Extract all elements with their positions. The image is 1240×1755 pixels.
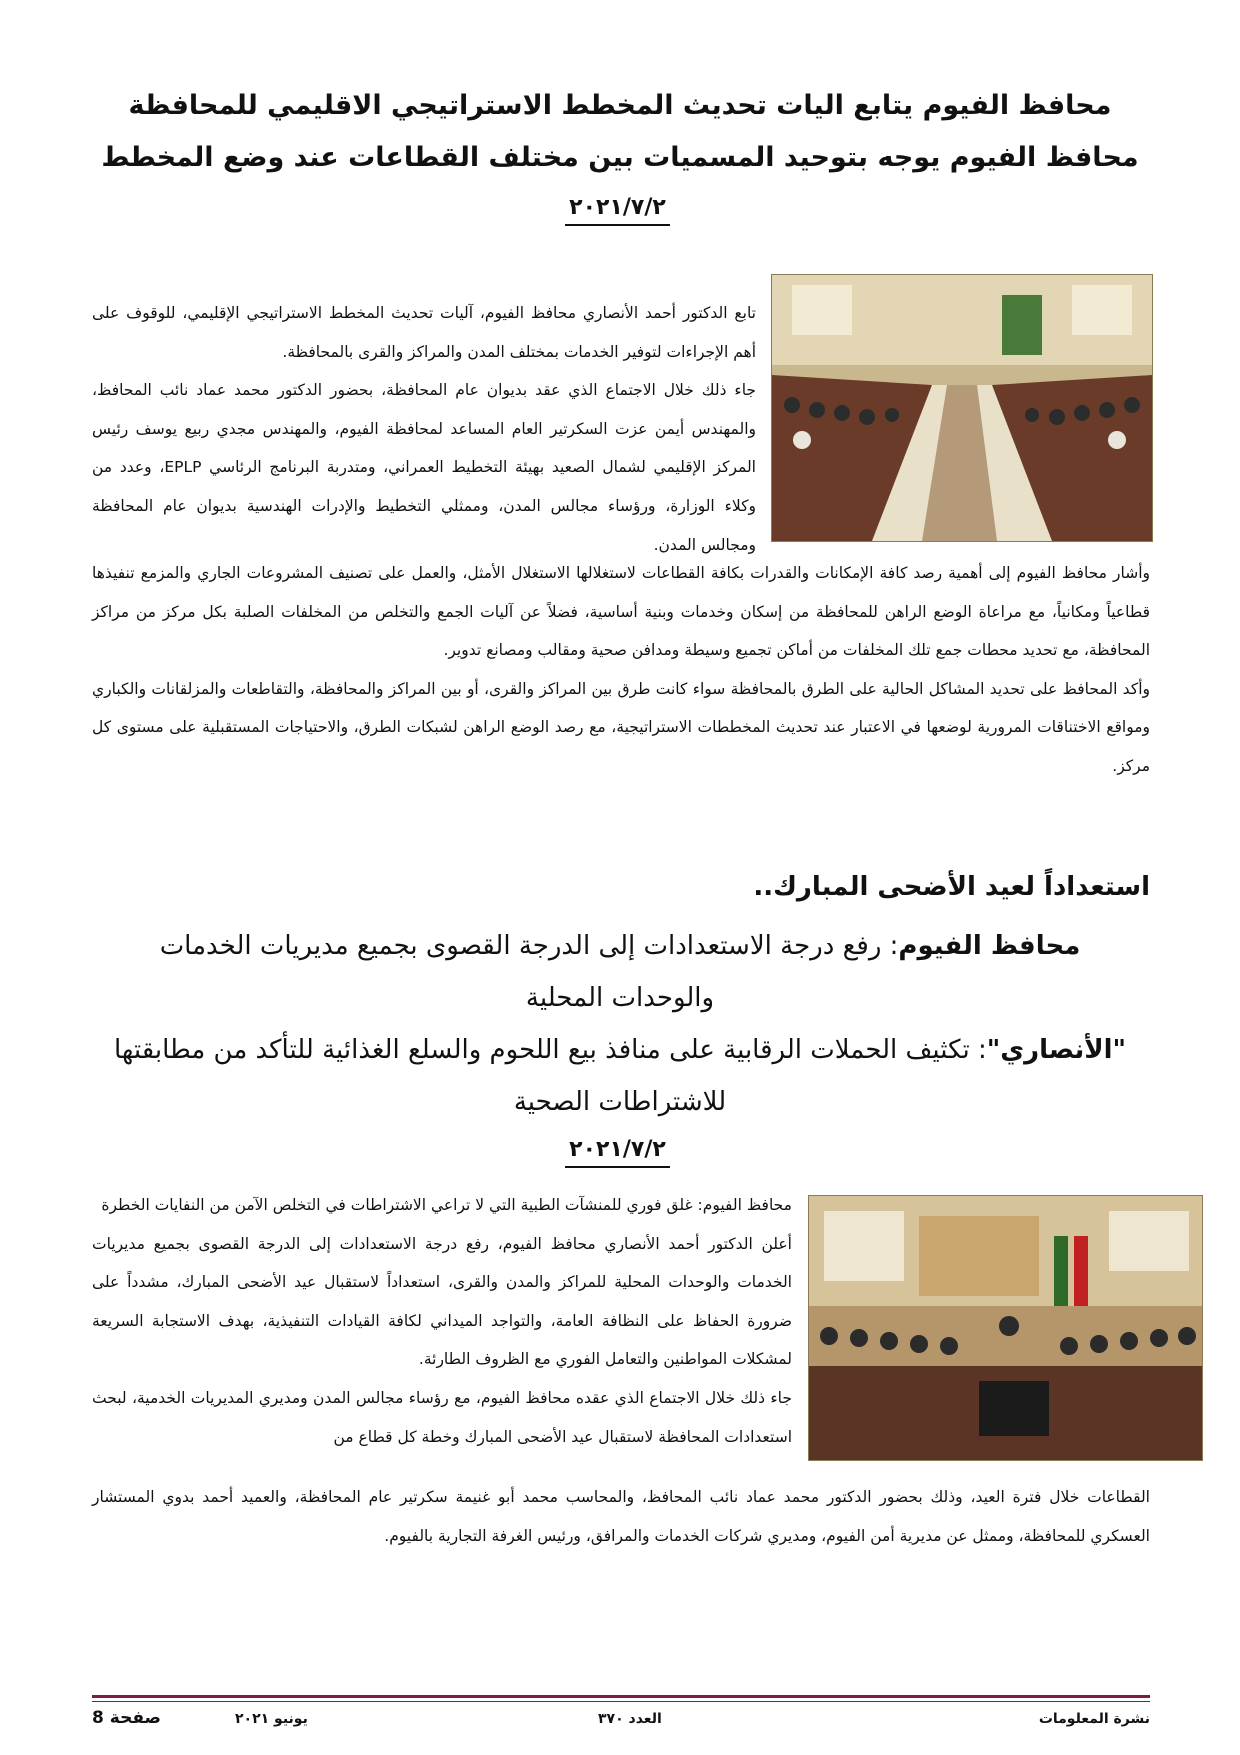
article2-kicker: استعداداً لعيد الأضحى المبارك.. (753, 872, 1150, 902)
footer-rule-thick (92, 1695, 1150, 1698)
article1-body (92, 554, 1150, 786)
article2-body-paragraph: القطاعات خلال فترة العيد، وذلك بحضور الدكتور محمد عماد نائب المحافظ، والمحاسب محمد أبو غنيمة سكرتير عام المحافظة، والعميد أحمد بدوي المستشار العسكري للمحافظة، وممثل عن مديرية أمن الفيوم، ومديري شركات الخدمات والمرافق، ورئيس الغرفة التجارية بالفيوم. (92, 1488, 1150, 1545)
article2-subtitle (110, 1024, 1130, 1128)
article2-date: ٢٠٢١/٧/٢ (565, 1137, 670, 1168)
article1-subtitle: محافظ الفيوم يوجه بتوحيد المسميات بين مختلف القطاعات عند وضع المخطط (101, 142, 1139, 173)
article2-intro-paragraph-1: محافظ الفيوم: غلق فوري للمنشآت الطبية التي لا تراعي الاشتراطات في التخلص الآمن من النفايات الخطرة (101, 1196, 792, 1214)
article1-intro (92, 294, 756, 564)
meeting-photo-2 (808, 1195, 1203, 1461)
article1-body-paragraph-1: وأشار محافظ الفيوم إلى أهمية رصد كافة الإمكانات والقدرات بكافة القطاعات لاستغلالها الاستغلال الأمثل، والعمل على تصنيف المشروعات الجاري والمزمع تنفيذها قطاعياً ومكانياً، مع مراعاة الوضع الراهن للمحافظة من إسكان وخدمات وبنية أساسية، فضلاً عن آليات الجمع والتخلص من المخلفات الصلبة بكل مركز من مراكز المحافظة، مع تحديد محطات جمع تلك المخلفات من أماكن تجميع وسيطة ومدافن صحية ومقالب ومصانع تدوير. (92, 564, 1150, 660)
article2-intro-paragraph-2: أعلن الدكتور أحمد الأنصاري محافظ الفيوم، رفع درجة الاستعدادات إلى الدرجة القصوى بجميع مديريات الخدمات والوحدات المحلية للمراكز والمدن والقرى، استعداداً لاستقبال عيد الأضحى المبارك، مشدداً على ضرورة الحفاظ على النظافة العامة، والتواجد الميداني لكافة القيادات التنفيذية، بهدف الاستجابة السريعة لمشكلات المواطنين والتعامل الفوري مع الظروف الطارئة. (92, 1234, 792, 1369)
article1-body-paragraph-2: وأكد المحافظ على تحديد المشاكل الحالية على الطرق بالمحافظة سواء كانت طرق بين المراكز والقرى، أو بين المراكز والمحافظة، والتقاطعات والمزلقانات والكباري ومواقع الاختناقات المرورية لوضعها في الاعتبار عند تحديث المخططات الاستراتيجية، مع رصد الوضع الراهن لشبكات الطرق، والاحتياجات المستقبلية على مستوى كل مركز. (92, 679, 1150, 775)
article1-title: محافظ الفيوم يتابع اليات تحديث المخطط الاستراتيجي الاقليمي للمحافظة (128, 90, 1112, 121)
article1-date: ٢٠٢١/٧/٢ (565, 195, 670, 226)
article2-title (110, 920, 1130, 1024)
article2-intro (92, 1186, 792, 1456)
article2-intro-paragraph-3: جاء ذلك خلال الاجتماع الذي عقده محافظ الفيوم، مع رؤساء مجالس المدن ومديري المديريات الخدمية، لبحث استعدادات المحافظة لاستقبال عيد الأضحى المبارك وخطة كل قطاع من (92, 1388, 792, 1446)
article1-intro-paragraph-1: تابع الدكتور أحمد الأنصاري محافظ الفيوم، آليات تحديث المخطط الاستراتيجي الإقليمي، للوقوف على أهم الإجراءات لتوفير الخدمات بمختلف المدن والمراكز والقرى بالمحافظة. (92, 304, 756, 361)
footer-month: يونيو ٢٠٢١ (235, 1711, 308, 1727)
footer-issue: العدد ٣٧٠ (598, 1711, 662, 1727)
article2-title-lead: محافظ الفيوم (898, 931, 1081, 961)
article2-body (92, 1478, 1150, 1555)
article2-subtitle-lead: "الأنصاري" (986, 1035, 1127, 1065)
article2-title-rest: : رفع درجة الاستعدادات إلى الدرجة القصوى بجميع مديريات الخدمات والوحدات المحلية (159, 931, 899, 1013)
article1-intro-paragraph-2: جاء ذلك خلال الاجتماع الذي عقد بديوان عام المحافظة، بحضور الدكتور محمد عماد نائب المحافظ، والمهندس أيمن عزت السكرتير العام المساعد لمحافظة الفيوم، والمهندس مجدي ربيع يوسف رئيس المركز الإقليمي لشمال الصعيد بهيئة التخطيط العمراني، ومتدربة البرنامج الرئاسي EPLP، وعدد من وكلاء الوزارة، ورؤساء مجالس المدن، وممثلي التخطيط والإدرات الهندسية بديوان عام المحافظة ومجالس المدن. (92, 381, 756, 554)
article2-subtitle-rest: : تكثيف الحملات الرقابية على منافذ بيع اللحوم والسلع الغذائية للتأكد من مطابقتها للاشتراطات الصحية (113, 1035, 987, 1117)
footer-page-number: صفحة 8 (92, 1708, 161, 1728)
footer-rule-thin (92, 1701, 1150, 1702)
meeting-photo-1 (771, 274, 1153, 542)
footer-publication: نشرة المعلومات (1038, 1711, 1150, 1727)
